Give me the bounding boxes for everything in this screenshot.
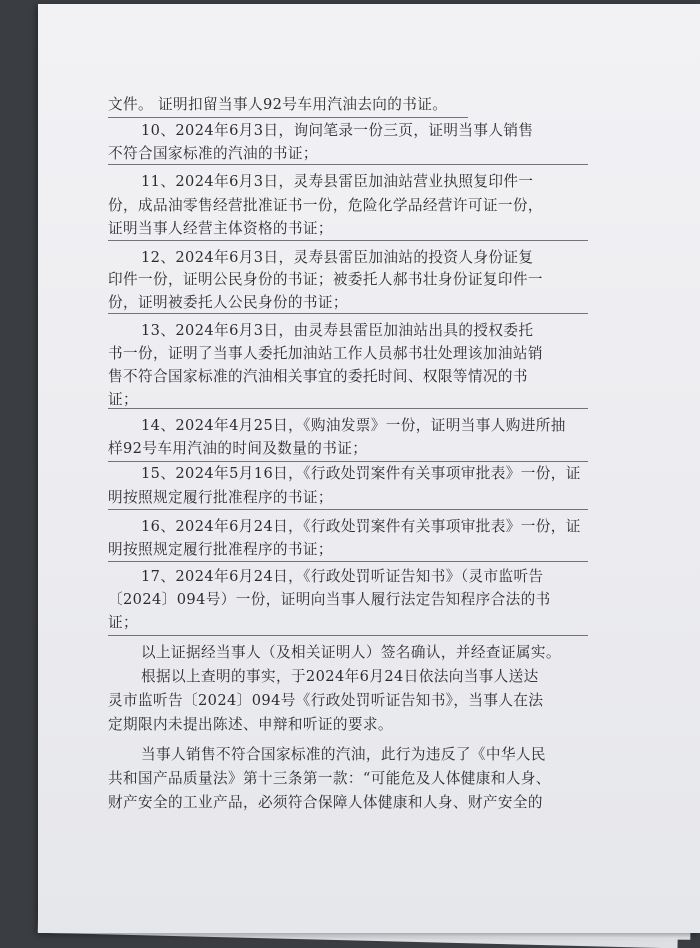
text-line: 书一份，证明了当事人委托加油站工作人员郝书壮处理该加油站销 [108,345,543,362]
text-line: 10、2024年6月3日，询问笔录一份三页，证明当事人销售 [141,122,534,139]
text-line: 证明当事人经营主体资格的书证； [108,220,333,237]
text-line: 17、2024年6月24日，《行政处罚听证告知书》（灵市监听告 [141,568,544,585]
underline [108,635,588,636]
text-line: 售不符合国家标准的汽油相关事宜的委托时间、权限等情况的书 [108,368,528,385]
text-line: 灵市监听告〔2024〕094号《行政处罚听证告知书》，当事人在法 [108,692,544,709]
text-line: 定期限内未提出陈述、申辩和听证的要求。 [108,716,393,733]
underline [108,408,588,409]
text-line: 财产安全的工业产品，必须符合保障人体健康和人身、财产安全的 [108,794,543,811]
text-line: 〔2024〕094号）一份，证明向当事人履行法定告知程序合法的书 [108,591,551,608]
underline [108,509,588,510]
text-line: 12、2024年6月3日，灵寿县雷臣加油站的投资人身份证复 [141,249,534,266]
underline [108,313,588,314]
text-line: 当事人销售不符合国家标准的汽油，此行为违反了《中华人民 [141,746,546,763]
text-line: 16、2024年6月24日，《行政处罚案件有关事项审批表》一份，证 [141,518,581,535]
text-line: 共和国产品质量法》第十三条第一款：“可能危及人体健康和人身、 [108,770,551,787]
text-line: 根据以上查明的事实，于2024年6月24日依法向当事人送达 [141,668,539,685]
text-line: 明按照规定履行批准程序的书证； [108,489,333,506]
text-line: 样92号车用汽油的时间及数量的书证； [108,440,368,457]
text-line: 证； [108,391,138,408]
underline [108,240,588,241]
text-line: 份，成品油零售经营批准证书一份，危险化学品经营许可证一份， [108,197,543,214]
text-line: 以上证据经当事人（及相关证明人）签名确认，并经查证属实。 [141,644,561,661]
underline [108,561,588,562]
document-page [38,4,700,933]
text-line: 11、2024年6月3日，灵寿县雷臣加油站营业执照复印件一 [141,173,534,190]
text-line: 证； [108,614,138,631]
text-line: 不符合国家标准的汽油的书证； [108,145,318,162]
text-line: 13、2024年6月3日，由灵寿县雷臣加油站出具的授权委托 [141,322,534,339]
underline [108,164,588,165]
text-line: 份，证明被委托人公民身份的书证； [108,294,348,311]
text-line: 印件一份，证明公民身份的书证；被委托人郝书壮身份证复印件一 [108,271,543,288]
text-line: 15、2024年5月16日，《行政处罚案件有关事项审批表》一份，证 [141,465,581,482]
text-line: 明按照规定履行批准程序的书证； [108,541,333,558]
text-line: 文件。 证明扣留当事人92号车用汽油去向的书证。 [108,96,448,113]
text-line: 14、2024年4月25日，《购油发票》一份，证明当事人购进所抽 [141,417,566,434]
